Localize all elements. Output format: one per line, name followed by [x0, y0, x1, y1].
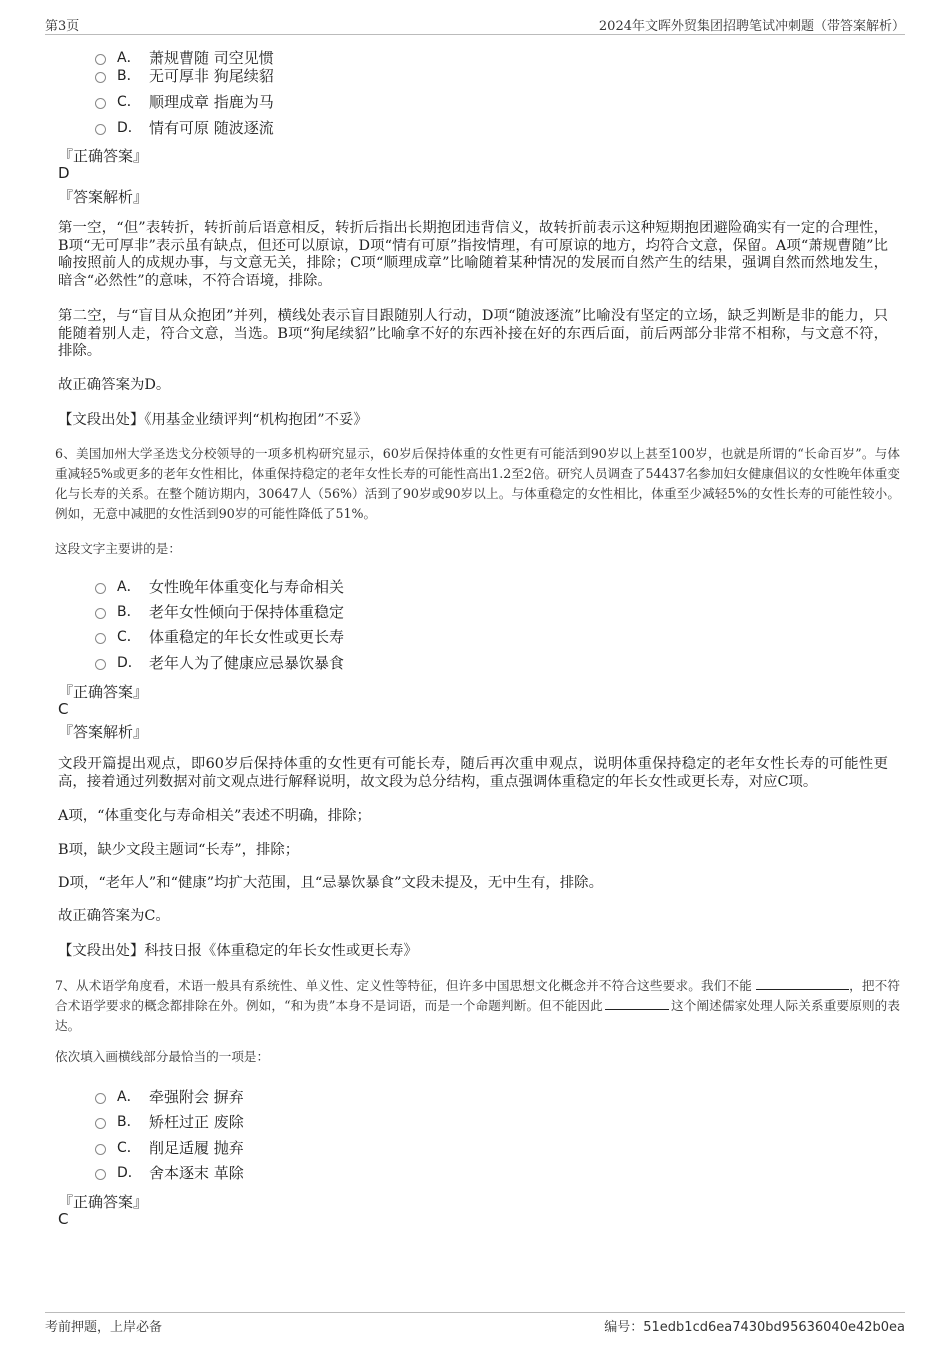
- q7-answer-value: C: [58, 1210, 69, 1228]
- q7-blank-1: [756, 977, 849, 990]
- option-letter: D．: [117, 655, 142, 671]
- q6-analysis-conclusion: 故正确答案为C。: [58, 908, 170, 924]
- option-letter: A．: [117, 50, 141, 66]
- q6-answer-value: C: [58, 700, 69, 718]
- q6-prompt: 这段文字主要讲的是：: [55, 541, 181, 556]
- q6-analysis-paragraph: 文段开篇提出观点，即60岁后保持体重的女性更有可能长寿，随后再次重申观点，说明体重保持稳定的老年女性长寿的可能性更高，接着通过列数据对前文观点进行解释说明，故文段为总分结构，重点强调体重稳定的年长女性或更长寿，对应C项。: [58, 756, 888, 790]
- document-code: [604, 1316, 905, 1335]
- q6-answer-label: 『正确答案』: [58, 683, 149, 701]
- q5-analysis-label: 『答案解析』: [58, 188, 149, 206]
- q6-option-c[interactable]: [95, 625, 344, 647]
- option-text: 牵强附会 摒弃: [149, 1087, 244, 1106]
- option-text: 女性晚年体重变化与寿命相关: [149, 577, 345, 596]
- option-text: 老年女性倾向于保持体重稳定: [149, 602, 345, 621]
- q6-option-b[interactable]: [95, 600, 344, 622]
- radio-icon[interactable]: [95, 98, 106, 109]
- option-text: 无可厚非 狗尾续貂: [149, 66, 274, 85]
- radio-icon[interactable]: [95, 1144, 106, 1155]
- q5-analysis-paragraph: 第二空，与“盲目从众抱团”并列，横线处表示盲目跟随别人行动，D项“随波逐流”比喻没有坚定的立场，缺乏判断是非的能力，只能随着别人走，符合文意，当选。B项“狗尾续貂”比喻拿不好的东西补接在好的东西后面，前后两部分非常不相称，与文意不符，排除。: [58, 308, 888, 359]
- option-letter: A．: [117, 1089, 141, 1105]
- option-letter: D．: [117, 120, 142, 136]
- option-text: 矫枉过正 废除: [149, 1112, 244, 1131]
- radio-icon[interactable]: [95, 124, 106, 135]
- radio-icon[interactable]: [95, 633, 106, 644]
- option-text: 老年人为了健康应忌暴饮暴食: [149, 653, 345, 672]
- q7-stem-part3: 这个阐述儒家处理人际关系重要原则的表达。: [55, 998, 900, 1033]
- option-text: 萧规曹随 司空见惯: [149, 48, 274, 67]
- q6-analysis-label: 『答案解析』: [58, 723, 149, 741]
- q5-source: 【文段出处】《用基金业绩评判“机构抱团”不妥》: [58, 412, 368, 428]
- q7-option-d[interactable]: [95, 1161, 244, 1183]
- option-letter: C．: [117, 629, 141, 645]
- q6-source: 【文段出处】科技日报《体重稳定的年长女性或更长寿》: [58, 943, 418, 959]
- q5-answer-label: 『正确答案』: [58, 147, 149, 165]
- document-code-value: 51edb1cd6ea7430bd95636040e42b0ea: [643, 1320, 905, 1335]
- q7-stem: [55, 976, 900, 1036]
- option-text: 情有可原 随波逐流: [149, 118, 274, 137]
- option-letter: A．: [117, 579, 141, 595]
- option-text: 顺理成章 指鹿为马: [149, 92, 274, 111]
- q5-answer-value: D: [58, 164, 70, 182]
- option-text: 舍本逐末 革除: [149, 1163, 244, 1182]
- option-letter: B．: [117, 604, 141, 620]
- document-title: 2024年文晖外贸集团招聘笔试冲刺题（带答案解析）: [598, 19, 905, 34]
- q7-option-a[interactable]: [95, 1085, 244, 1107]
- radio-icon[interactable]: [95, 608, 106, 619]
- q7-stem-part1: 7、从术语学角度看，术语一般具有系统性、单义性、定义性等特征，但许多中国思想文化概念并不符合这些要求。我们不能: [55, 978, 752, 993]
- radio-icon[interactable]: [95, 583, 106, 594]
- q6-analysis-item-d: D项，“老年人”和“健康”均扩大范围，且“忌暴饮暴食”文段未提及，无中生有，排除。: [58, 875, 603, 891]
- q5-option-b[interactable]: [95, 64, 274, 86]
- q6-option-d[interactable]: [95, 651, 344, 673]
- option-text: 体重稳定的年长女性或更长寿: [149, 627, 345, 646]
- q7-option-b[interactable]: [95, 1110, 244, 1132]
- q5-option-c[interactable]: [95, 90, 274, 112]
- option-letter: D．: [117, 1165, 142, 1181]
- q6-stem: 6、美国加州大学圣迭戈分校领导的一项多机构研究显示，60岁后保持体重的女性更有可能活到90岁以上甚至100岁，也就是所谓的“长命百岁”。与体重减轻5%或更多的老年女性相比，体重保持稳定的老年女性长寿的可能性高出1.2至2倍。研究人员调查了54437名参加妇女健康倡议的女性晚年体重变化与长寿的关系。在整个随访期内，30647人（56%）活到了90岁或90岁以上。与体重稳定的女性相比，体重至少减轻5%的女性长寿的可能性较小。例如，无意中减肥的女性活到90岁的可能性降低了51%。: [55, 446, 900, 521]
- q5-analysis-conclusion: 故正确答案为D。: [58, 377, 171, 393]
- footer-slogan: 考前押题，上岸必备: [45, 1320, 163, 1335]
- page-header: [45, 14, 905, 35]
- option-letter: B．: [117, 1114, 141, 1130]
- q5-option-d[interactable]: [95, 116, 274, 138]
- q6-analysis-item-b: B项，缺少文段主题词“长寿”，排除；: [58, 842, 300, 858]
- option-text: 削足适履 抛弃: [149, 1138, 244, 1157]
- q6-option-a[interactable]: [95, 575, 344, 597]
- radio-icon[interactable]: [95, 659, 106, 670]
- option-letter: C．: [117, 94, 141, 110]
- q7-blank-2: [605, 997, 669, 1010]
- radio-icon[interactable]: [95, 1118, 106, 1129]
- option-letter: B．: [117, 68, 141, 84]
- radio-icon[interactable]: [95, 1093, 106, 1104]
- q5-analysis-paragraph: 第一空，“但”表转折，转折前后语意相反，转折后指出长期抱团违背信义，故转折前表示这种短期抱团避险确实有一定的合理性，B项“无可厚非”表示虽有缺点，但还可以原谅，D项“情有可原”指按情理，有可原谅的地方，均符合文意，保留。A项“萧规曹随”比喻按照前人的成规办事，与文意无关，排除；C项“顺理成章”比喻随着某种情况的发展而自然产生的结果，强调自然而然地发生，暗含“必然性”的意味，不符合语境，排除。: [58, 220, 888, 289]
- q7-option-c[interactable]: [95, 1136, 244, 1158]
- radio-icon[interactable]: [95, 72, 106, 83]
- radio-icon[interactable]: [95, 1169, 106, 1180]
- q6-analysis-item-a: A项，“体重变化与寿命相关”表述不明确，排除；: [58, 808, 371, 824]
- option-letter: C．: [117, 1140, 141, 1156]
- page-number: 第3页: [45, 19, 80, 34]
- page-footer: [45, 1312, 905, 1335]
- document-code-label: 编号：: [604, 1320, 644, 1335]
- q7-stem-part2: ，把不符合术语学要求的概念都排除在外。例如，“和为贵”本身不是词语，而是一个命题判断。但不能因此: [55, 978, 901, 1013]
- q7-answer-label: 『正确答案』: [58, 1193, 149, 1211]
- q7-prompt: 依次填入画横线部分最恰当的一项是：: [55, 1049, 270, 1064]
